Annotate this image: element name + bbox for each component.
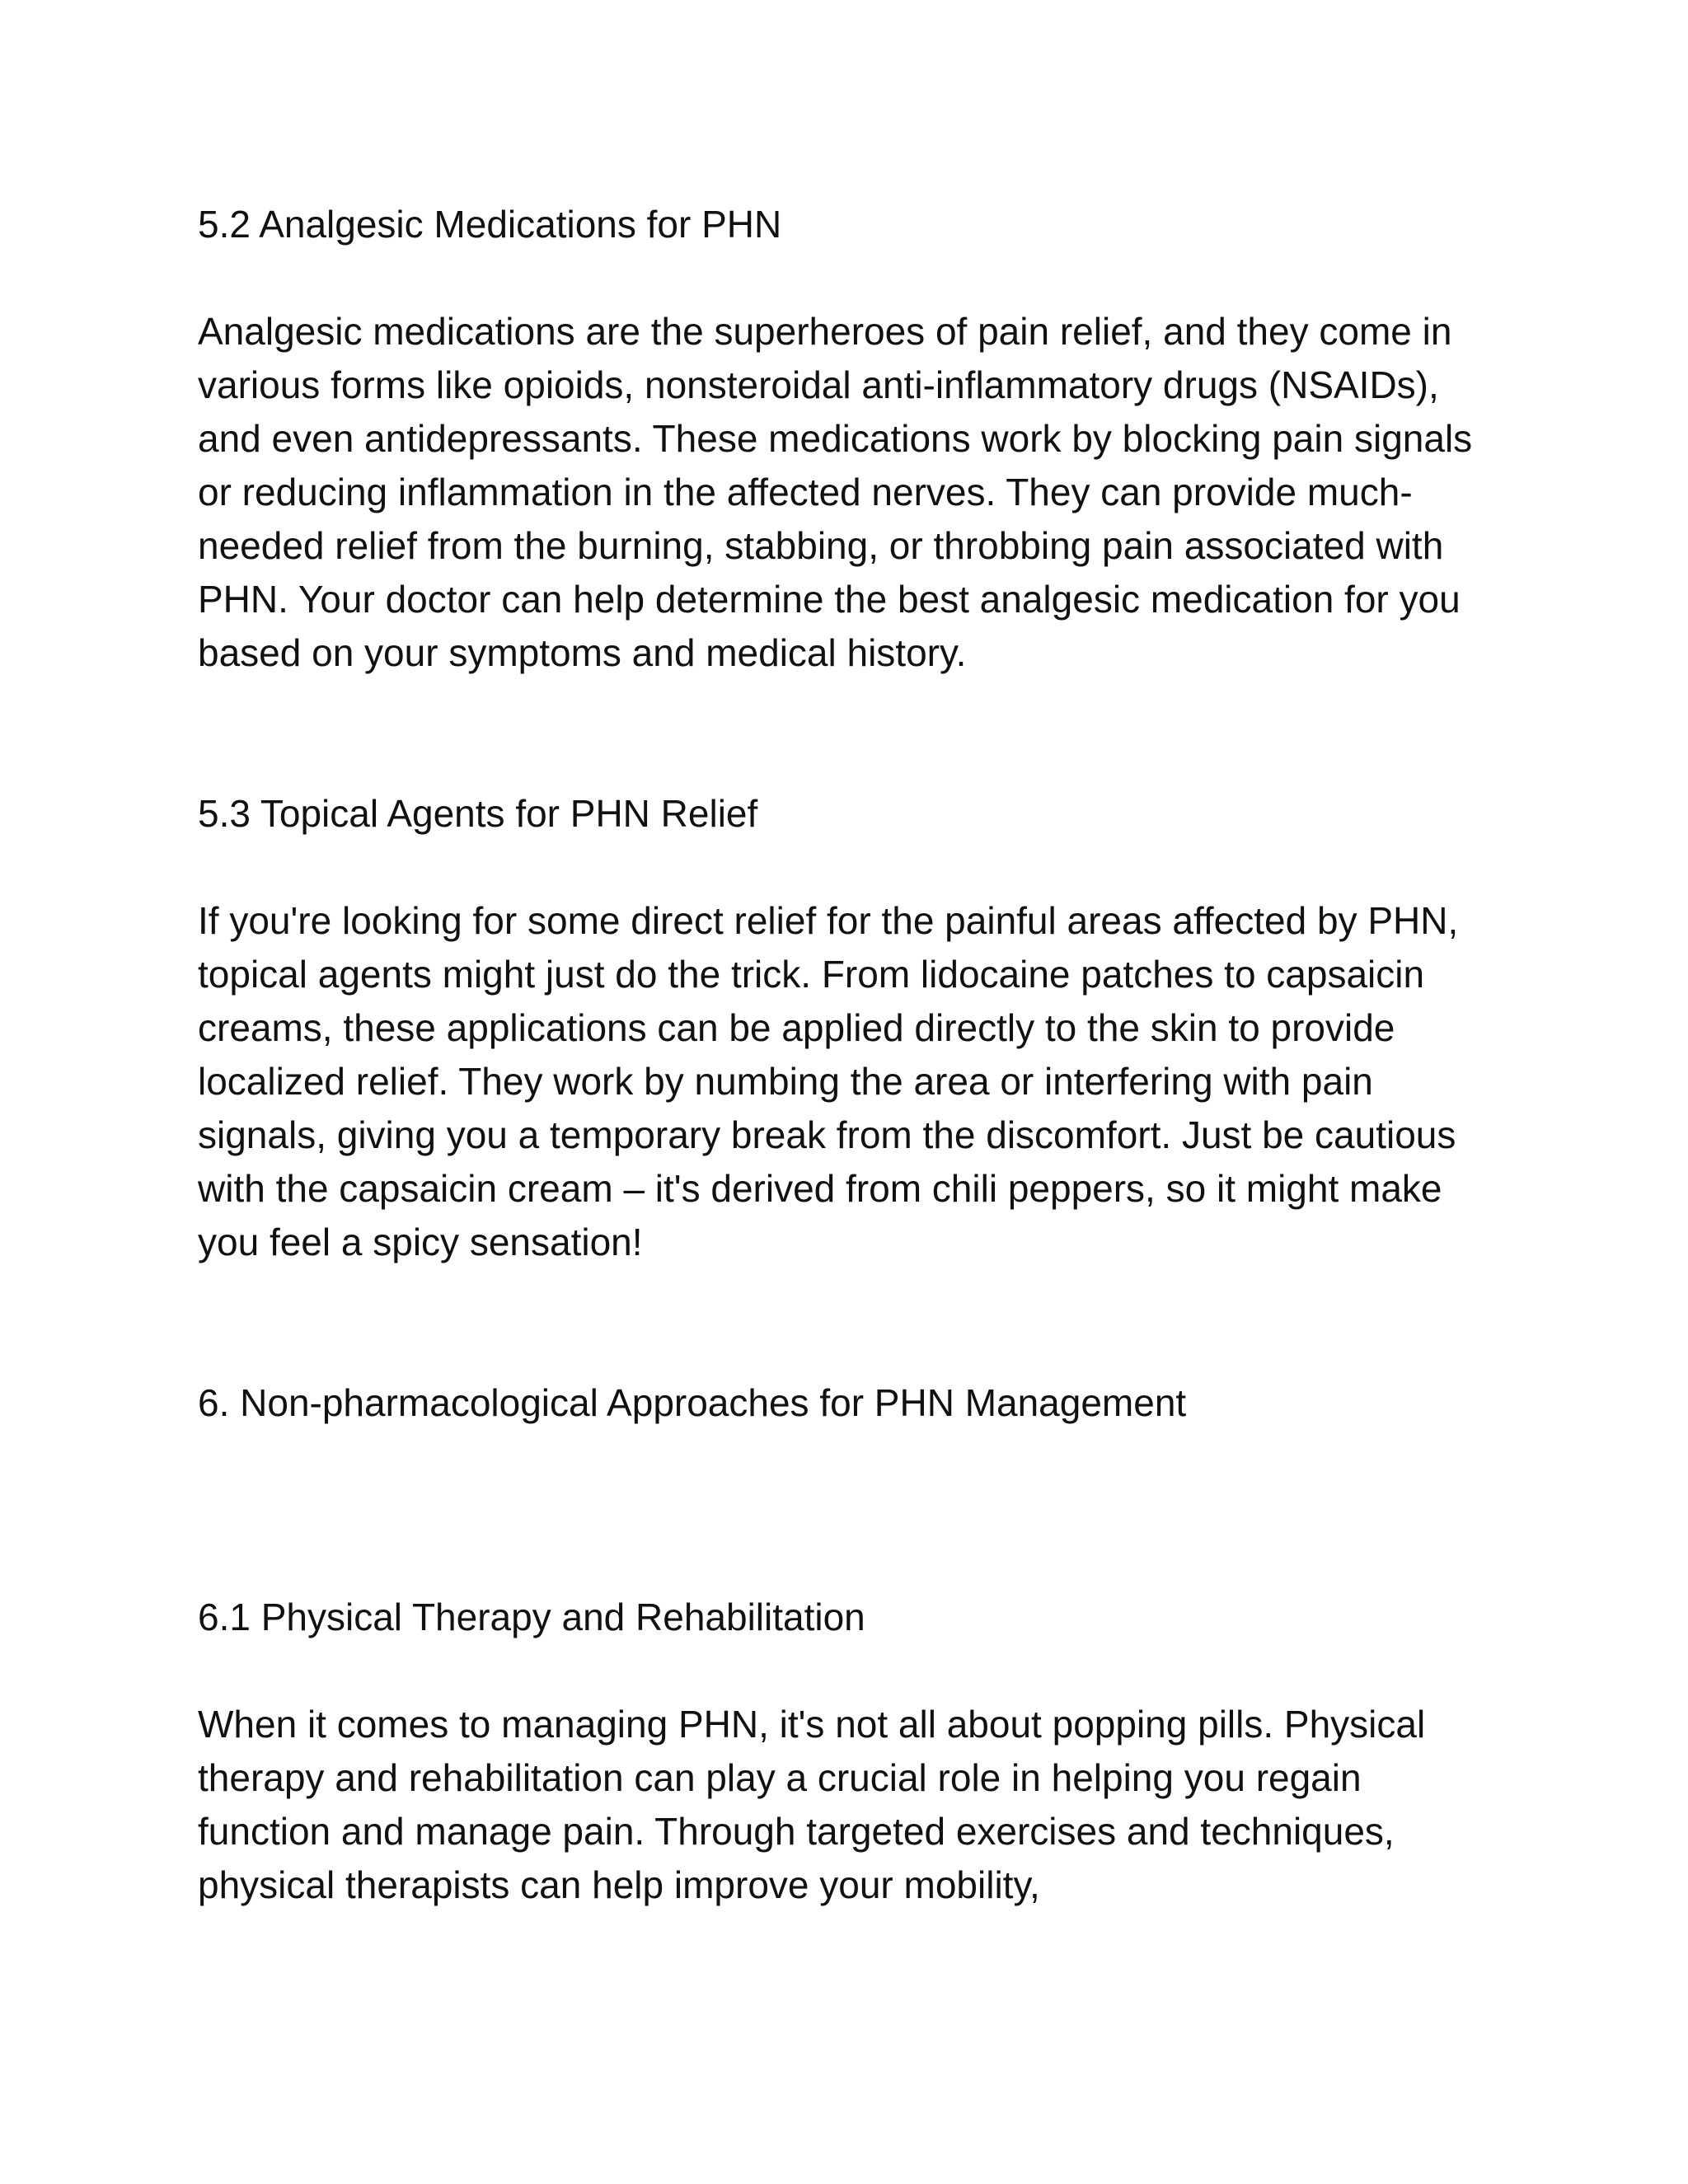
section-heading-5-3: 5.3 Topical Agents for PHN Relief xyxy=(198,792,758,835)
section-paragraph-5-2: Analgesic medications are the superheroes of pain relief, and they come in various forms like opioids, nonsteroidal anti-inflammatory drugs (NSAIDs), and even antidepressants. These medications work by blocking pain signals or reducing inflammation in the affected nerves. They can provide much-needed relief from the burning, stabbing, or throbbing pain associated with PHN. Your doctor can help determine the best analgesic medication for you based on your symptoms and medical history. xyxy=(198,310,1473,674)
section-spacer xyxy=(198,680,1500,787)
section-paragraph-5-3: If you're looking for some direct relief for the painful areas affected by PHN, topical agents might just do the trick. From lidocaine patches to capsaicin creams, these applications can be applied directly to the skin to provide localized relief. They work by numbing the area or interfering with pain signals, giving you a temporary break from the discomfort. Just be cautious with the capsaicin cream – it's derived from chili peppers, so it might make you feel a spicy sensation! xyxy=(198,899,1459,1263)
document-content xyxy=(198,198,1500,1912)
section-heading-6-1: 6.1 Physical Therapy and Rehabilitation xyxy=(198,1596,865,1638)
section-spacer xyxy=(198,1269,1500,1376)
section-heading-5-2: 5.2 Analgesic Medications for PHN xyxy=(198,203,782,246)
section-heading-6: 6. Non-pharmacological Approaches for PHN Management xyxy=(198,1381,1187,1424)
section-paragraph-6-1: When it comes to managing PHN, it's not all about popping pills. Physical therapy and rehabilitation can play a crucial role in helping you regain function and manage pain. Through targeted exercises and techniques, physical therapists can help improve your mobility, xyxy=(198,1703,1426,1906)
section-spacer xyxy=(198,1430,1500,1591)
